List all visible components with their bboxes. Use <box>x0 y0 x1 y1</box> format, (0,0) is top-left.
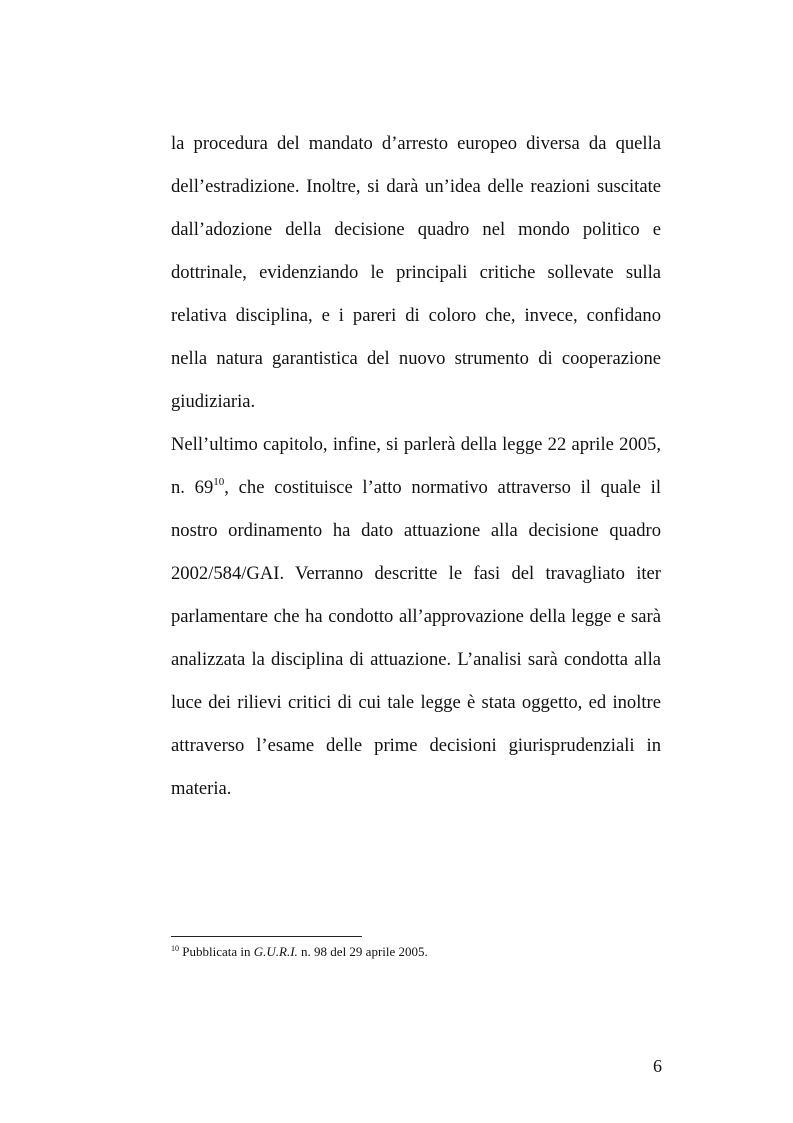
body-text-line-with-footnote-ref <box>171 477 661 499</box>
footnote-source-italic: G.U.R.I. <box>253 944 298 959</box>
footnote-text-start: Pubblicata in <box>179 944 254 959</box>
body-text-line: 2002/584/GAI. Verranno descritte le fasi del travagliato iter <box>171 563 661 584</box>
body-text-line: parlamentare che ha condotto all’approvazione della legge e sarà <box>171 606 661 627</box>
body-text-line: Nell’ultimo capitolo, infine, si parlerà della legge 22 aprile 2005, <box>171 434 661 455</box>
body-text-line: luce dei rilievi critici di cui tale legge è stata oggetto, ed inoltre <box>171 692 661 713</box>
body-text-line: relativa disciplina, e i pareri di coloro che, invece, confidano <box>171 305 661 326</box>
body-text-line: nostro ordinamento ha dato attuazione alla decisione quadro <box>171 520 661 541</box>
footnote-separator <box>171 936 362 937</box>
footnote-text-end: n. 98 del 29 aprile 2005. <box>297 944 428 959</box>
body-text-line: la procedura del mandato d’arresto europeo diversa da quella <box>171 133 661 154</box>
footnote <box>171 944 428 960</box>
body-text-line: dottrinale, evidenziando le principali critiche sollevate sulla <box>171 262 661 283</box>
body-text-line: analizzata la disciplina di attuazione. L’analisi sarà condotta alla <box>171 649 661 670</box>
footnote-reference-mark: 10 <box>213 476 225 488</box>
ref-line-end: , che costituisce l’atto normativo attraverso il quale il <box>224 477 662 498</box>
body-text-line: giudiziaria. <box>171 391 256 412</box>
body-text-line: nella natura garantistica del nuovo strumento di cooperazione <box>171 348 661 369</box>
body-text-line: materia. <box>171 778 232 799</box>
page-number: 6 <box>653 1056 662 1076</box>
body-text-line: dell’estradizione. Inoltre, si darà un’idea delle reazioni suscitate <box>171 176 661 197</box>
body-text-line: attraverso l’esame delle prime decisioni giurisprudenziali in <box>171 735 661 756</box>
footnote-mark: 10 <box>171 944 179 953</box>
ref-line-start: n. 69 <box>171 477 214 498</box>
body-text-line: dall’adozione della decisione quadro nel mondo politico e <box>171 219 661 240</box>
